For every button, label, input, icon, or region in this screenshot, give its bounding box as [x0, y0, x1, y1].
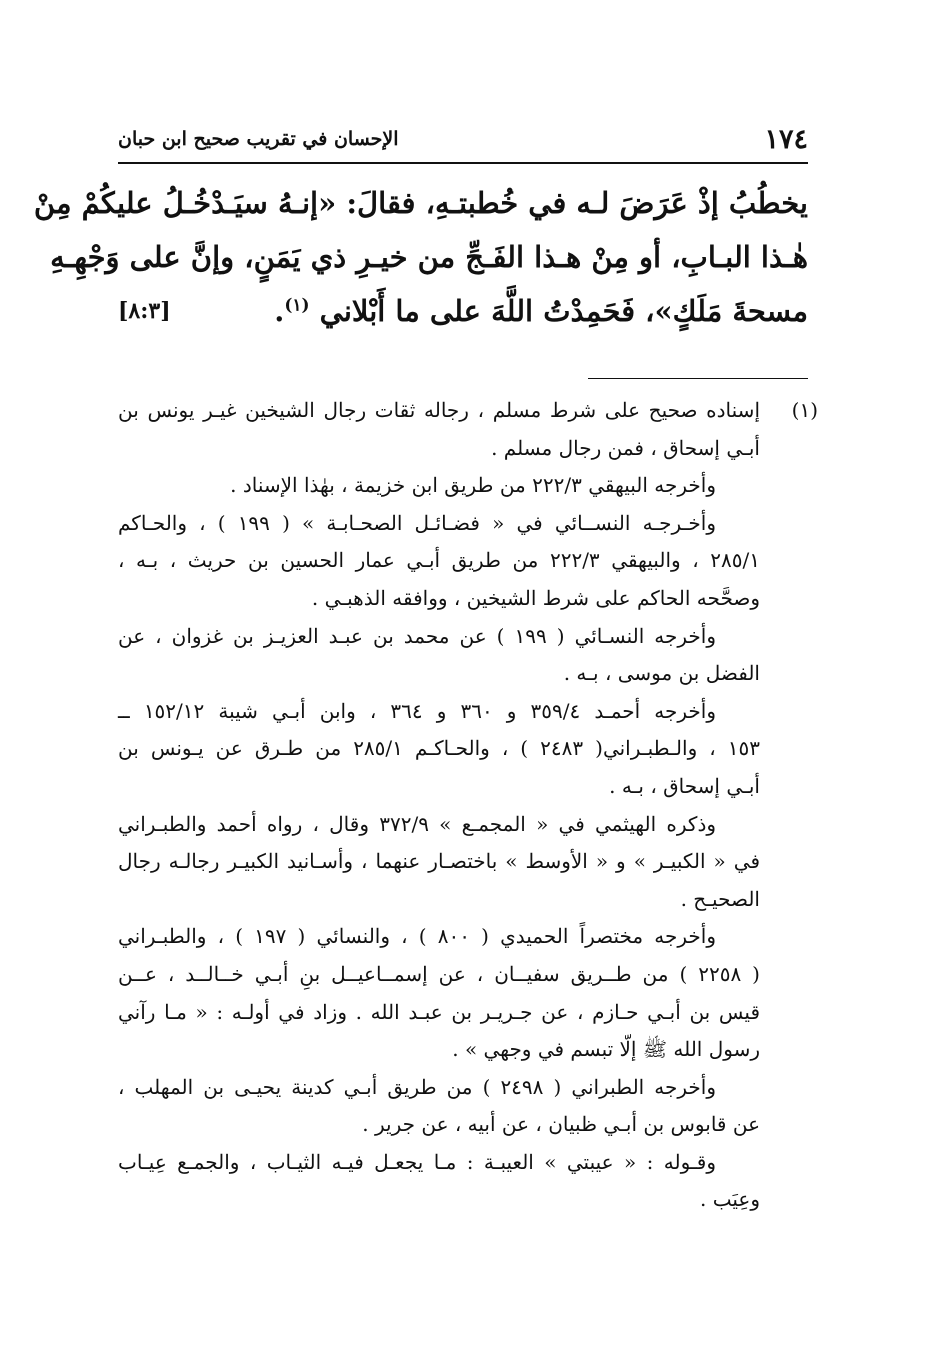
footnote-line: أبـي إسحاق ، فمن رجال مسلم .	[491, 435, 760, 460]
footnote-line: وأخرجه الطبراني ( ٢٤٩٨ ) من طريق أبـي كدينة يحيـى بن المهلب ،	[118, 1074, 716, 1099]
footnote-line: وعِيَب .	[700, 1187, 760, 1212]
footnote-line: قيس بن أبـي حـازم ، عن جـريـر بن عبـد الله . وزاد في أولـه : « مـا رآني	[118, 999, 760, 1024]
footnote-line: الفضل بن موسى ، بـه .	[563, 661, 760, 686]
footnote-line: وأخـرجـه النســائي في « فضـائـل الصحـابـة » ( ١٩٩ ) ، والحـاكم	[118, 510, 716, 535]
footnote-line: وأخرجه النسـائي ( ١٩٩ ) عن محمد بن عبـد العزيـز بن غزوان ، عن	[118, 623, 716, 648]
footnotes	[118, 392, 818, 1219]
page-number: ١٧٤	[764, 124, 808, 155]
main-text	[33, 176, 808, 338]
main-text-line-text: مسحةَ مَلَكٍ»، فَحَمِدْتُ اللَّهَ على ما أَبْلاني	[319, 294, 808, 328]
running-title: الإحسان في تقريب صحيح ابن حبان	[118, 128, 399, 150]
footnote-line: ٢٨٥/١ ، والبيهقي ٢٢٢/٣ من طريق أبـي عمار الحسين بن حريث ، بـه ،	[118, 548, 760, 573]
footnote-line	[118, 392, 818, 430]
footnote-line: وذكره الهيثمي في « المجمـع » ٣٧٢/٩ وقال ، رواه أحمد والطبـراني	[118, 811, 717, 836]
end-punctuation: .	[274, 294, 285, 328]
footnote-line: في « الكبيـر » و « الأوسط » باختصـار عنهما ، وأسـانيد الكبيـر رجالـه رجال	[118, 849, 760, 874]
page-header	[118, 118, 808, 158]
main-text-line: هٰـذا البـابِ، أو مِنْ هـذا الفَـجِّ من خيـرِ ذي يَمَنٍ، وإنَّ على وَجْهِـهِ	[50, 240, 808, 274]
footnote-number: (١)	[791, 398, 818, 422]
footnote-line: رسول الله ﷺ إلّا تبسم في وجهي » .	[452, 1037, 760, 1062]
footnote-line: ١٥٣ ، والـطبـراني( ٢٤٨٣ ) ، والحـاكـم ٢٨٥/١ من طـرق عن يـونس بن	[118, 736, 760, 761]
footnote-line: وأخرجه أحمـد ٣٥٩/٤ و ٣٦٠ و ٣٦٤ ، وابن أبـي شيبة ١٥٢/١٢ ــ	[118, 698, 716, 723]
reference-code: [٨:٣]	[118, 298, 171, 324]
footnote-line: الصحيـح .	[680, 886, 760, 911]
footnote-marker: (١)	[284, 295, 310, 316]
header-rule	[118, 162, 808, 164]
footnote-line: ( ٢٢٥٨ ) من طــريق سفيــان ، عن إسمــاعيــل بنِ أبـي خــالــد ، عــن	[118, 961, 760, 986]
footnote-line: وأخرجه مختصراً الحميدي ( ٨٠٠ ) ، والنسائي ( ١٩٧ ) ، والطبـراني	[118, 924, 716, 949]
footnote-line: وصحَّحه الحاكم على شرط الشيخين ، ووافقه الذهبـي .	[311, 585, 760, 610]
footnote-line: عن قابوس بن أبـي ظبيان ، عن أبيه ، عن جرير .	[362, 1112, 760, 1137]
footnote-text: إسناده صحيح على شرط مسلم ، رجاله ثقات رجال الشيخين غيـر يونس بن	[118, 398, 760, 422]
footnote-line: وأخرجه البيهقي ٢٢٢/٣ من طريق ابن خزيمة ، بهٰذا الإسناد .	[230, 473, 716, 498]
footnote-line: أبـي إسحاق ، بـه .	[609, 773, 760, 798]
main-text-line	[118, 284, 808, 338]
footnote-rule	[588, 378, 808, 379]
main-text-line: يخطُبُ إذْ عَرَضَ لـه في خُطبتـهِ، فقالَ: «إنـهُ سيَـدْخُـلُ عليكُمْ مِنْ	[33, 186, 808, 220]
footnote-line: وقـوله : « عيبتي » العيبـة : مـا يجعـل فيـه الثيـاب ، والجمـع عِيـاب	[118, 1149, 716, 1174]
